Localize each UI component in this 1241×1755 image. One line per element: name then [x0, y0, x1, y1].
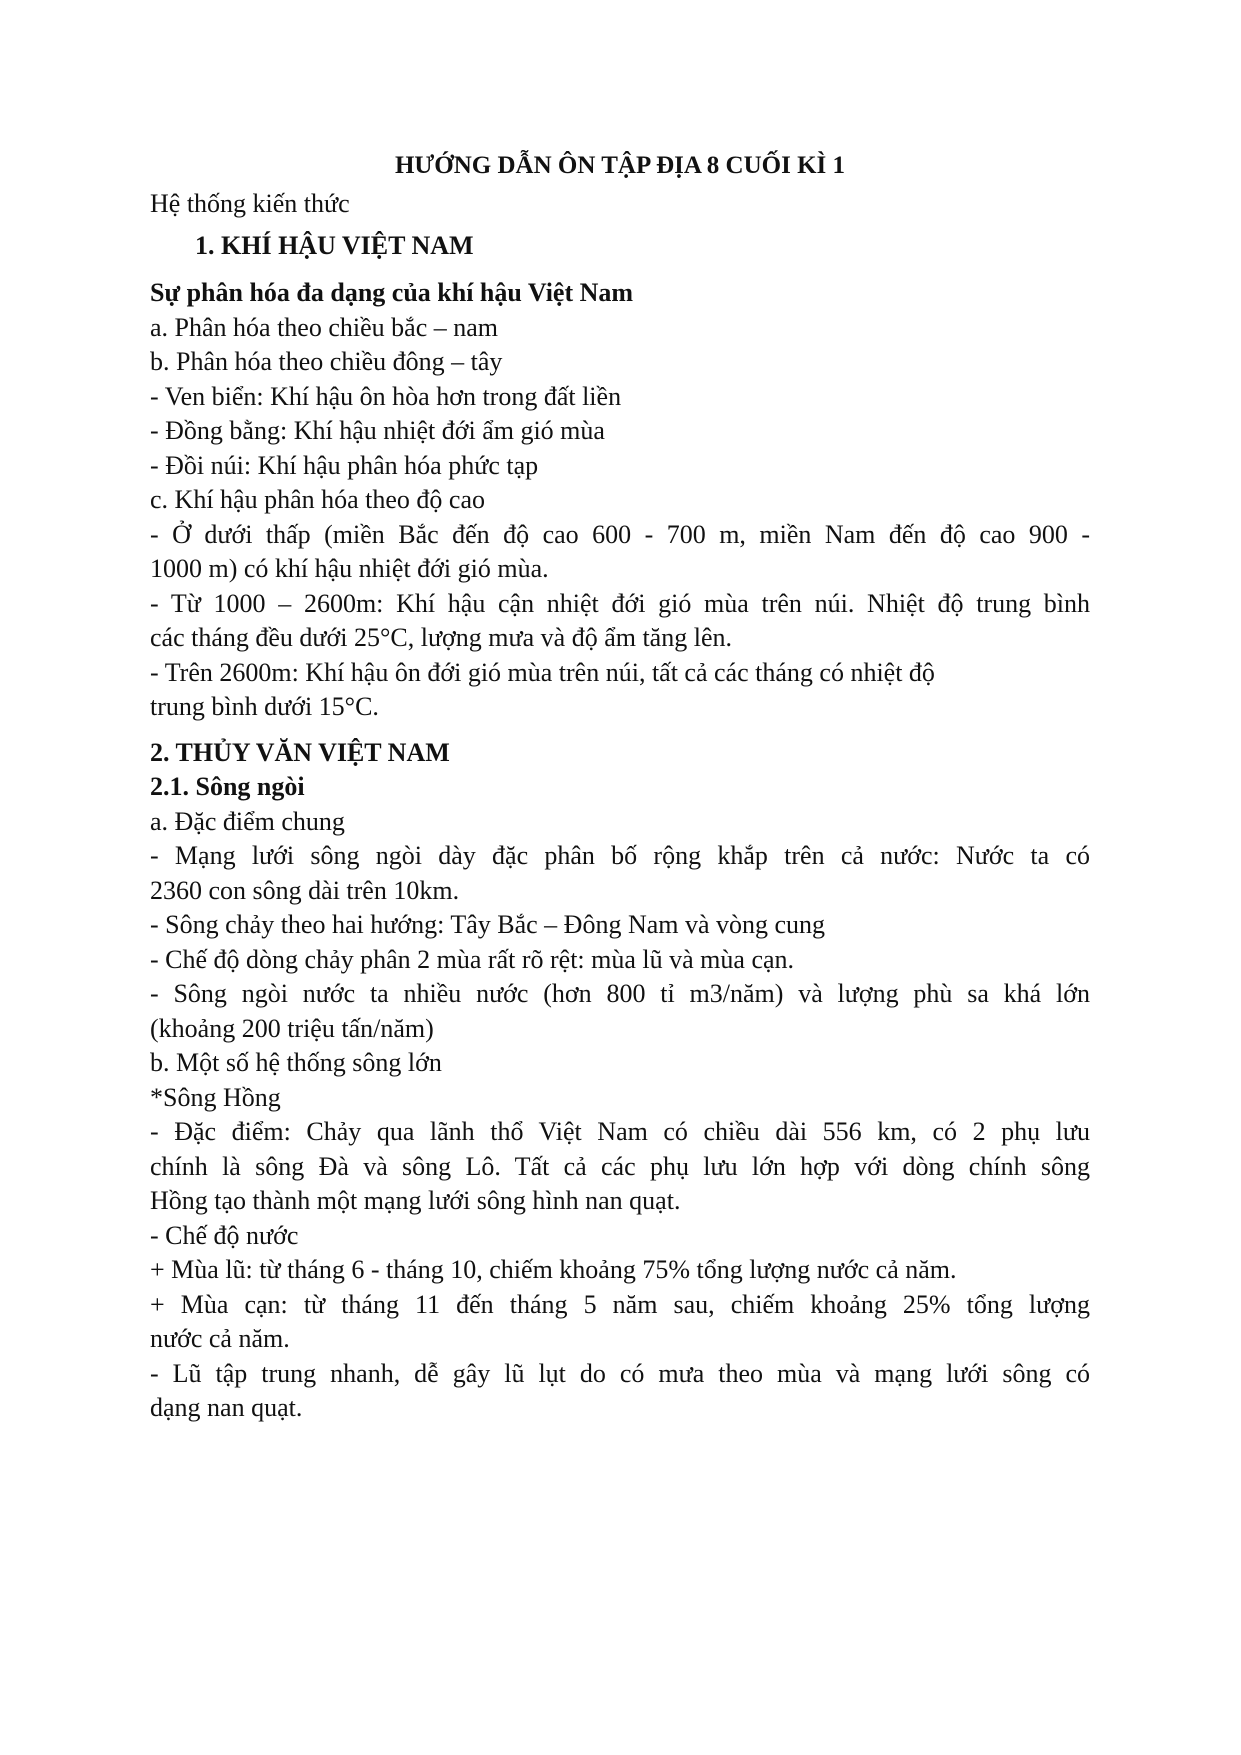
paragraph-line: + Mùa lũ: từ tháng 6 - tháng 10, chiếm khoảng 75% tổng lượng nước cả năm. [150, 1255, 957, 1284]
document-title: HƯỚNG DẪN ÔN TẬP ĐỊA 8 CUỐI KÌ 1 [394, 152, 846, 179]
paragraph-line: chính là sông Đà và sông Lô. Tất cả các phụ lưu lớn hợp với dòng chính sông [150, 1152, 1090, 1181]
paragraph-line: Hồng tạo thành một mạng lưới sông hình nan quạt. [150, 1186, 681, 1215]
paragraph-line: - Chế độ dòng chảy phân 2 mùa rất rõ rệt: mùa lũ và mùa cạn. [150, 945, 795, 974]
section-2-heading: 2. THỦY VĂN VIỆT NAM [150, 738, 450, 767]
paragraph-line: - Lũ tập trung nhanh, dễ gây lũ lụt do có mưa theo mùa và mạng lưới sông có [150, 1359, 1090, 1388]
paragraph-line: *Sông Hồng [150, 1083, 281, 1112]
paragraph-line: b. Phân hóa theo chiều đông – tây [150, 347, 503, 376]
paragraph-line: - Từ 1000 – 2600m: Khí hậu cận nhiệt đới gió mùa trên núi. Nhiệt độ trung bình [150, 589, 1090, 618]
paragraph-line: b. Một số hệ thống sông lớn [150, 1048, 442, 1077]
paragraph-line: c. Khí hậu phân hóa theo độ cao [150, 485, 486, 514]
paragraph-line: - Sông ngòi nước ta nhiều nước (hơn 800 tỉ m3/năm) và lượng phù sa khá lớn [150, 979, 1090, 1008]
section-1-subheading: Sự phân hóa đa dạng của khí hậu Việt Nam [150, 278, 634, 307]
paragraph-line: - Mạng lưới sông ngòi dày đặc phân bố rộng khắp trên cả nước: Nước ta có [150, 841, 1090, 870]
paragraph-line: - Đồng bằng: Khí hậu nhiệt đới ẩm gió mùa [150, 416, 605, 445]
paragraph-line: - Đồi núi: Khí hậu phân hóa phức tạp [150, 451, 539, 480]
paragraph-line: - Sông chảy theo hai hướng: Tây Bắc – Đông Nam và vòng cung [150, 910, 826, 939]
paragraph-line: (khoảng 200 triệu tấn/năm) [150, 1014, 434, 1043]
paragraph-line: a. Phân hóa theo chiều bắc – nam [150, 313, 498, 342]
paragraph-line: - Đặc điểm: Chảy qua lãnh thổ Việt Nam có chiều dài 556 km, có 2 phụ lưu [150, 1117, 1090, 1146]
paragraph-line: - Chế độ nước [150, 1221, 299, 1250]
paragraph-line: trung bình dưới 15°C. [150, 692, 379, 721]
section-1-heading: 1. KHÍ HẬU VIỆT NAM [195, 231, 474, 260]
paragraph-line: các tháng đều dưới 25°C, lượng mưa và độ ẩm tăng lên. [150, 623, 732, 652]
paragraph-line: 1000 m) có khí hậu nhiệt đới gió mùa. [150, 554, 549, 583]
paragraph-line: dạng nan quạt. [150, 1393, 303, 1422]
paragraph-line: a. Đặc điểm chung [150, 807, 345, 836]
paragraph-line: - Trên 2600m: Khí hậu ôn đới gió mùa trên núi, tất cả các tháng có nhiệt độ [150, 658, 935, 687]
intro-text: Hệ thống kiến thức [150, 189, 350, 218]
paragraph-line: 2360 con sông dài trên 10km. [150, 876, 460, 905]
section-2-subheading: 2.1. Sông ngòi [150, 772, 305, 801]
paragraph-line: - Ven biển: Khí hậu ôn hòa hơn trong đất liền [150, 382, 622, 411]
paragraph-line: + Mùa cạn: từ tháng 11 đến tháng 5 năm sau, chiếm khoảng 25% tổng lượng [150, 1290, 1090, 1319]
paragraph-line: - Ở dưới thấp (miền Bắc đến độ cao 600 - 700 m, miền Nam đến độ cao 900 - [150, 520, 1090, 549]
paragraph-line: nước cả năm. [150, 1324, 290, 1353]
